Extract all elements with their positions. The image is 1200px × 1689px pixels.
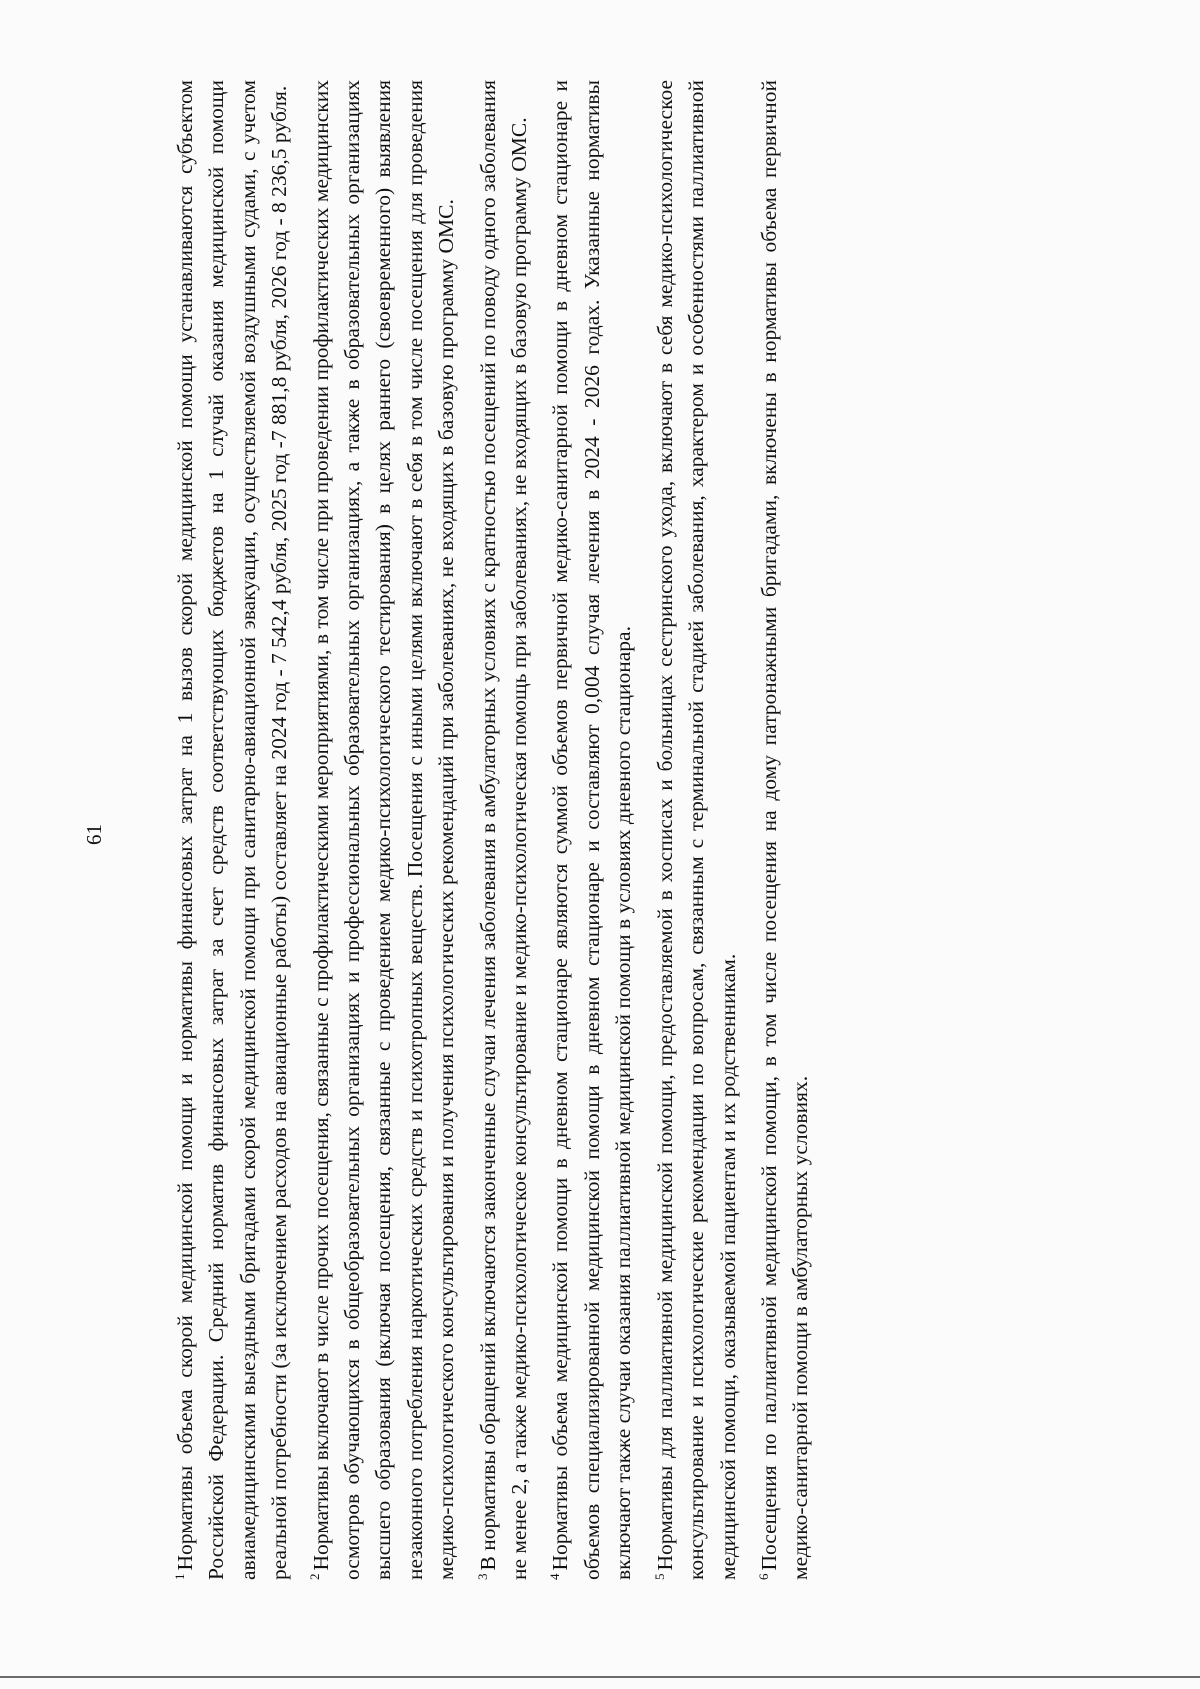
scan-edge-line xyxy=(0,1676,1200,1678)
footnote-4 xyxy=(545,80,639,1580)
footnote-marker: 3 xyxy=(474,1573,490,1580)
footnote-text: Нормативы объема скорой медицинской помощи и нормативы финансовых затрат на 1 вызов скорой медицинской помощи устанавливаются субъектом Российской Федерации. Средний норматив финансовых затрат за счет средств соответствующих бюджетов на 1 случай оказания медицинской помощи авиамедицинскими выездными бригадами скорой медицинской помощи при санитарно-авиационной эвакуации, осуществляемой воздушными судами, с учетом реальной потребности (за исключением расходов на авиационные работы) составляет на 2024 год - 7 542,4 рубля, 2025 год -7 881,8 рубля, 2026 год - 8 236,5 рубля. xyxy=(173,80,292,1580)
footnote-marker: 1 xyxy=(171,1573,187,1580)
footnote-marker: 2 xyxy=(307,1573,323,1580)
footnote-text: Нормативы включают в числе прочих посещения, связанные с профилактическими мероприятиями, в том числе при проведении профилактических медицинских осмотров обучающихся в общеобразовательных организациях и профессиональных образовательных организациях, а также в образовательных организациях высшего образования (включая посещения, связанные с проведением медико-психологического тестирования) в целях раннего (своевременного) выявления незаконного потребления наркотических средств и психотропных веществ. Посещения с иными целями включают в себя в том числе посещения для проведения медико-психологического консультирования и получения психологических рекомендаций при заболеваниях, не входящих в базовую программу ОМС. xyxy=(308,80,459,1580)
footnote-3 xyxy=(473,80,536,1580)
footnote-text: Нормативы объема медицинской помощи в дневном стационаре являются суммой объемов первичной медико-санитарной помощи в дневном стационаре и объемов специализированной медицинской помощи в дневном стационаре и составляют 0,004 случая лечения в 2024 - 2026 годах. Указанные нормативы включают также случаи оказания паллиативной медицинской помощи в условиях дневного стационара. xyxy=(548,80,636,1580)
footnote-6 xyxy=(754,80,817,1580)
footnote-marker: 6 xyxy=(755,1573,771,1580)
footnote-marker: 5 xyxy=(651,1573,667,1580)
footnote-5 xyxy=(650,80,744,1580)
footnote-marker: 4 xyxy=(547,1573,563,1580)
footnote-1 xyxy=(170,80,296,1580)
page-number: 61 xyxy=(82,824,106,845)
footnote-text: Посещения по паллиативной медицинской помощи, в том числе посещения на дому патронажными бригадами, включены в нормативы объема первичной медико-санитарной помощи в амбулаторных условиях. xyxy=(756,80,813,1580)
footnote-2 xyxy=(306,80,463,1580)
footnote-text: Нормативы для паллиативной медицинской помощи, предоставляемой в хосписах и больницах сестринского ухода, включают в себя медико-психологическое консультирование и психологические рекомендации по вопросам, связанным с терминальной стадией заболевания, характером и особенностями паллиативной медицинской помощи, оказываемой пациентам и их родственникам. xyxy=(652,80,740,1580)
footnote-text: В нормативы обращений включаются законченные случаи лечения заболевания в амбулаторных условиях с кратностью посещений по поводу одного заболевания не менее 2, а также медико-психологическое консультирование и медико-психологическая помощь при заболеваниях, не входящих в базовую программу ОМС. xyxy=(475,80,532,1580)
footnotes-block xyxy=(170,80,820,1580)
